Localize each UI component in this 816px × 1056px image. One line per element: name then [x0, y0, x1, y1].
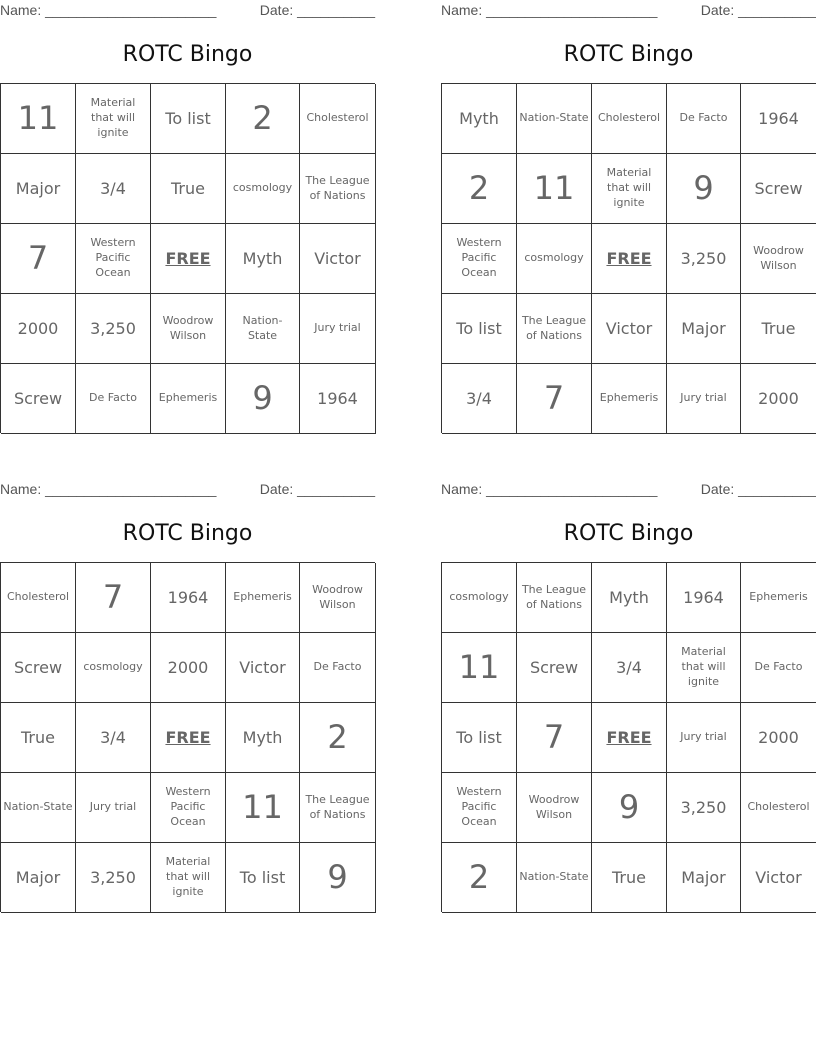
bingo-cell: Victor [592, 294, 667, 364]
bingo-cell: 3,250 [76, 294, 151, 364]
date-field-label: Date: __________ [259, 2, 375, 18]
bingo-cell: 3/4 [592, 633, 667, 703]
bingo-cell: Western Pacific Ocean [442, 773, 517, 843]
bingo-cell: 11 [226, 773, 300, 843]
card-header [0, 0, 375, 22]
bingo-cell: Victor [226, 633, 300, 703]
card-header [441, 0, 816, 22]
bingo-cell: 7 [1, 224, 76, 294]
date-field-label: Date: __________ [259, 481, 375, 497]
bingo-cell: Cholesterol [592, 84, 667, 154]
name-field-label: Name: ______________________ [0, 2, 217, 18]
bingo-cell: 7 [517, 364, 592, 434]
bingo-cell: cosmology [226, 154, 300, 224]
name-field-label: Name: ______________________ [441, 481, 658, 497]
bingo-cell: Screw [741, 154, 816, 224]
name-field-label: Name: ______________________ [0, 481, 217, 497]
bingo-cell: Jury trial [300, 294, 376, 364]
bingo-cell: 9 [592, 773, 667, 843]
bingo-card-1 [0, 0, 375, 417]
bingo-cell: Woodrow Wilson [151, 294, 226, 364]
bingo-cell: 3,250 [667, 773, 741, 843]
bingo-cell: Woodrow Wilson [741, 224, 816, 294]
free-space-cell: FREE [151, 703, 226, 773]
bingo-cell: Material that will ignite [592, 154, 667, 224]
bingo-cell: 1964 [300, 364, 376, 434]
bingo-cell: 2000 [741, 364, 816, 434]
bingo-cell: Material that will ignite [667, 633, 741, 703]
bingo-cell: True [741, 294, 816, 364]
bingo-cell: Screw [1, 364, 76, 434]
bingo-cell: 2000 [151, 633, 226, 703]
bingo-cell: De Facto [667, 84, 741, 154]
bingo-cell: To list [442, 703, 517, 773]
card-title: ROTC Bingo [122, 42, 253, 67]
bingo-cell: Major [1, 843, 76, 913]
bingo-cell: Myth [226, 224, 300, 294]
bingo-cell: Western Pacific Ocean [76, 224, 151, 294]
card-title: ROTC Bingo [122, 521, 253, 546]
bingo-cell: Jury trial [667, 703, 741, 773]
bingo-cell: Screw [1, 633, 76, 703]
free-space-cell: FREE [592, 703, 667, 773]
bingo-cell: Victor [741, 843, 816, 913]
bingo-cell: Jury trial [76, 773, 151, 843]
bingo-cell: The League of Nations [517, 563, 592, 633]
bingo-cell: 3,250 [667, 224, 741, 294]
card-header [0, 479, 375, 501]
bingo-cell: Nation-State [226, 294, 300, 364]
bingo-cell: De Facto [76, 364, 151, 434]
bingo-cell: True [592, 843, 667, 913]
bingo-cell: Cholesterol [1, 563, 76, 633]
bingo-card-2 [441, 0, 816, 417]
bingo-cell: 2 [226, 84, 300, 154]
bingo-cell: 3/4 [76, 154, 151, 224]
bingo-cell: Myth [592, 563, 667, 633]
bingo-cell: True [151, 154, 226, 224]
bingo-grid [441, 83, 816, 433]
bingo-cell: Myth [226, 703, 300, 773]
bingo-cell: Ephemeris [741, 563, 816, 633]
bingo-cell: Myth [442, 84, 517, 154]
bingo-cell: cosmology [76, 633, 151, 703]
bingo-cell: Nation-State [517, 84, 592, 154]
bingo-cell: Material that will ignite [151, 843, 226, 913]
bingo-cell: Ephemeris [151, 364, 226, 434]
bingo-cell: Screw [517, 633, 592, 703]
bingo-cell: 1964 [151, 563, 226, 633]
bingo-cell: 2000 [1, 294, 76, 364]
bingo-cell: Victor [300, 224, 376, 294]
bingo-cell: 2000 [741, 703, 816, 773]
bingo-cell: 11 [517, 154, 592, 224]
bingo-cell: Ephemeris [592, 364, 667, 434]
card-title: ROTC Bingo [563, 521, 694, 546]
bingo-cell: The League of Nations [517, 294, 592, 364]
bingo-card-3 [0, 479, 375, 898]
bingo-cell: Major [667, 294, 741, 364]
bingo-cell: 9 [300, 843, 376, 913]
bingo-cell: 9 [667, 154, 741, 224]
bingo-cell: Woodrow Wilson [517, 773, 592, 843]
bingo-cell: Nation-State [517, 843, 592, 913]
date-field-label: Date: __________ [700, 2, 816, 18]
bingo-cell: Material that will ignite [76, 84, 151, 154]
bingo-grid [0, 562, 375, 912]
bingo-cell: 9 [226, 364, 300, 434]
bingo-cell: 1964 [667, 563, 741, 633]
bingo-cell: 2 [442, 843, 517, 913]
date-field-label: Date: __________ [700, 481, 816, 497]
bingo-cell: To list [226, 843, 300, 913]
bingo-cell: Major [667, 843, 741, 913]
bingo-cell: 1964 [741, 84, 816, 154]
bingo-cell: cosmology [517, 224, 592, 294]
bingo-cell: 3,250 [76, 843, 151, 913]
bingo-cell: 3/4 [76, 703, 151, 773]
bingo-cell: Major [1, 154, 76, 224]
bingo-grid [0, 83, 375, 433]
bingo-cell: True [1, 703, 76, 773]
bingo-cell: De Facto [300, 633, 376, 703]
bingo-cell: Western Pacific Ocean [442, 224, 517, 294]
card-title: ROTC Bingo [563, 42, 694, 67]
bingo-cell: 7 [517, 703, 592, 773]
bingo-card-4 [441, 479, 816, 896]
bingo-cell: Cholesterol [300, 84, 376, 154]
bingo-cell: To list [442, 294, 517, 364]
card-header [441, 479, 816, 501]
bingo-cell: 7 [76, 563, 151, 633]
bingo-cell: 11 [1, 84, 76, 154]
bingo-cell: The League of Nations [300, 154, 376, 224]
bingo-cell: Ephemeris [226, 563, 300, 633]
bingo-grid [441, 562, 816, 912]
bingo-cell: 11 [442, 633, 517, 703]
bingo-cell: cosmology [442, 563, 517, 633]
bingo-cell: Cholesterol [741, 773, 816, 843]
bingo-cell: 2 [300, 703, 376, 773]
name-field-label: Name: ______________________ [441, 2, 658, 18]
bingo-cell: Western Pacific Ocean [151, 773, 226, 843]
bingo-cell: Woodrow Wilson [300, 563, 376, 633]
free-space-cell: FREE [592, 224, 667, 294]
free-space-cell: FREE [151, 224, 226, 294]
bingo-cell: The League of Nations [300, 773, 376, 843]
bingo-cell: 3/4 [442, 364, 517, 434]
bingo-cell: Nation-State [1, 773, 76, 843]
bingo-cell: De Facto [741, 633, 816, 703]
bingo-cell: Jury trial [667, 364, 741, 434]
bingo-cell: To list [151, 84, 226, 154]
bingo-cell: 2 [442, 154, 517, 224]
